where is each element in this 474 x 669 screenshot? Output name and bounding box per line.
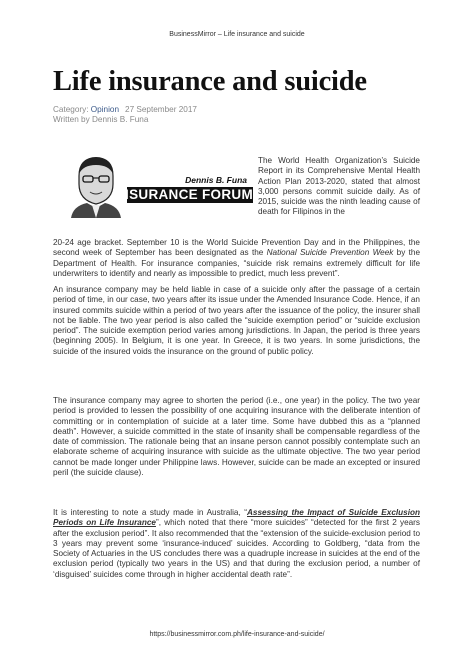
footer-url: https://businessmirror.com.ph/life-insurance-and-suicide/ bbox=[149, 631, 325, 638]
p4-text-b: ”, which noted that there “more suicides” “detected for the first 2 years after the exclusion period”. It also recommended that the “extension of the suicide-exclusion period to 3 years may prevent some ‘insurance-induced’ suicides. According to Goldberg, “data from the Society of Actuaries in the US concludes there was a quadruple increase in suicides at the end of the exclusion period (typically two years in the US) and that during the exclusion period, a number of ‘disguised’ suicides come through in higher accidental death rate”. bbox=[53, 518, 421, 579]
running-header: BusinessMirror – Life insurance and suicide bbox=[169, 31, 305, 38]
paragraph-4 bbox=[53, 508, 420, 580]
intro-text-a: 20-24 age bracket. September 10 is the World Suicide Prevention Day and in the Philippines, the second week of September has been designated as the bbox=[53, 238, 420, 258]
article-meta bbox=[53, 105, 197, 115]
study-title: Assessing the Impact of Suicide Exclusion Periods on Life Insurance bbox=[53, 508, 420, 528]
intro-continuation bbox=[53, 238, 420, 279]
publish-date: 27 September 2017 bbox=[125, 105, 197, 114]
banner-author-name: Dennis B. Funa bbox=[185, 175, 247, 185]
intro-text-b: by the Department of Health. For insurance companies, “suicide risk remains extremely difficult for life underwriters to identify and nearly as impossible to predict, much less prevent”. bbox=[53, 248, 420, 278]
category-link[interactable]: Opinion bbox=[90, 105, 120, 114]
byline: Written by Dennis B. Funa bbox=[53, 115, 149, 124]
column-banner bbox=[53, 152, 253, 218]
article-title: Life insurance and suicide bbox=[53, 66, 367, 97]
paragraph-3: The insurance company may agree to shorten the period (i.e., one year) in the policy. The two year period is provided to lessen the possibility of one acquiring insurance with the deliberate intention of committing or in contemplation of suicide at a later time. Some have dubbed this as a “planned death”. However, a suicide committed in the state of insanity shall be compensable regardless of the date of commission. The rationale being that an insane person cannot possibly contemplate such an elaborate scheme of acquiring insurance with suicide as the ultimate objective. The two year period cannot be made longer under Philippine laws. However, suicide can be made an excepted or insured peril (the suicide clause). bbox=[53, 396, 420, 478]
paragraph-2: An insurance company may be held liable in case of a suicide only after the passage of a certain period of time, in our case, two years after its issue under the Amended Insurance Code. Hence, if an insured commits suicide within a period of two years after the issuance of the policy, the insurer shall not be liable. The two year period is also called the “suicide exemption period” or “suicide exclusion period”. The suicide exemption period varies among jurisdictions. In Japan, the period is three years (beginning 2005). In Belgium, it is one year. In Greece, it is two years. In some jurisdictions, the suicide of the insured voids the insurance on the ground of public policy. bbox=[53, 285, 420, 356]
category-prefix: Category: bbox=[53, 105, 91, 114]
intro-paragraph: The World Health Organization’s Suicide Report in its Comprehensive Mental Health Action Plan 2013-2020, stated that almost 3,000 persons commit suicide daily. As of 2015, suicide was the ninth leading cause of death for Filipinos in the bbox=[258, 156, 420, 217]
banner-column-name: INSURANCE FORUM bbox=[115, 187, 253, 202]
p4-text-a: It is interesting to note a study made in Australia, “ bbox=[53, 508, 248, 517]
prevention-week-emphasis: National Suicide Prevention Week bbox=[266, 248, 394, 258]
